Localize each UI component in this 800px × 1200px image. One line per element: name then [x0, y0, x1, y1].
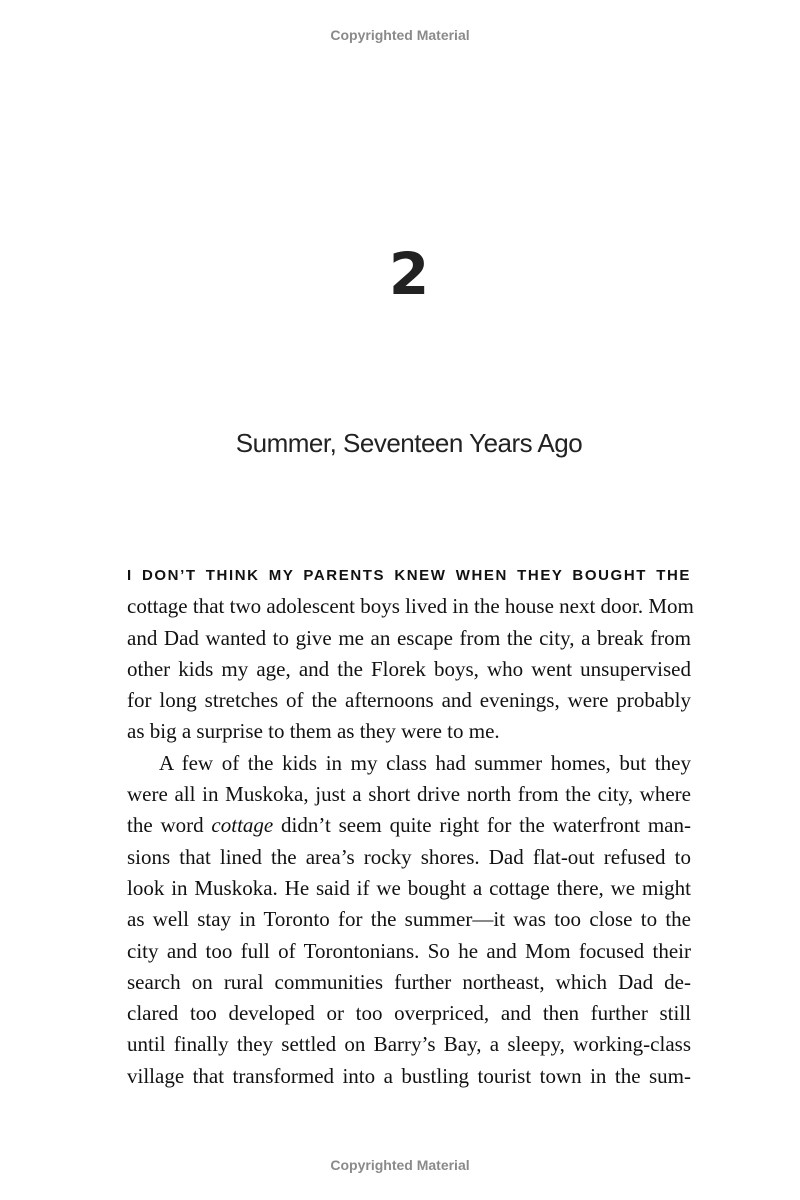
text-line: search on rural communities further northeast, which Dad de-: [127, 969, 691, 994]
text-line: cottage that two adolescent boys lived in the house next door. Mom: [127, 594, 694, 619]
text-line: A few of the kids in my class had summer homes, but they: [159, 750, 691, 775]
text-line: as big a surprise to them as they were to me.: [127, 719, 500, 744]
body-text: [127, 560, 694, 1092]
text-line: other kids my age, and the Florek boys, who went unsupervised: [127, 656, 691, 681]
text-line: clared too developed or too overpriced, and then further still: [127, 1001, 691, 1026]
text-line: sions that lined the area’s rocky shores. Dad flat-out refused to: [127, 844, 691, 869]
text-line: until finally they settled on Barry’s Bay, a sleepy, working-class: [127, 1032, 691, 1057]
chapter-title: Summer, Seventeen Years Ago: [235, 428, 583, 458]
text-line: as well stay in Toronto for the summer—it was too close to the: [127, 907, 691, 932]
text-line: the word cottage didn’t seem quite right for the waterfront man-: [127, 813, 691, 838]
text-line: look in Muskoka. He said if we bought a cottage there, we might: [127, 875, 691, 900]
chapter-number: 2: [388, 240, 430, 308]
text-line: village that transformed into a bustling tourist town in the sum-: [127, 1063, 691, 1088]
text-line: for long stretches of the afternoons and evenings, were probably: [127, 688, 691, 713]
text-line: city and too full of Torontonians. So he and Mom focused their: [127, 938, 691, 963]
text-line: and Dad wanted to give me an escape from the city, a break from: [127, 625, 691, 650]
copyright-footer: Copyrighted Material: [330, 1157, 470, 1173]
copyright-header: Copyrighted Material: [330, 27, 470, 43]
text-line: were all in Muskoka, just a short drive north from the city, where: [127, 782, 691, 807]
text-line: I DON’T THINK MY PARENTS KNEW WHEN THEY BOUGHT THE: [127, 567, 691, 584]
